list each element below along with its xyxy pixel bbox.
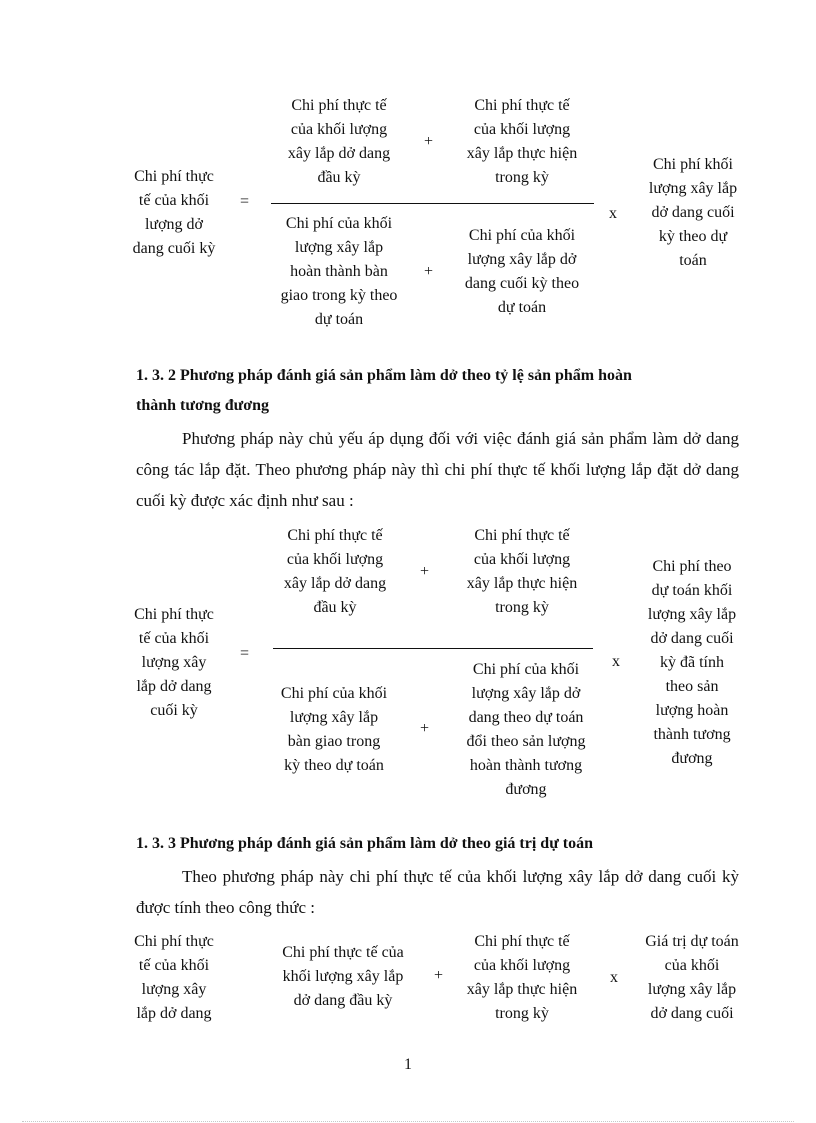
formula1-equals: = bbox=[240, 193, 250, 210]
formula1-lhs: Chi phí thực tế của khối lượng dở dang cuối kỳ bbox=[132, 168, 216, 257]
section-132-paragraph bbox=[136, 423, 739, 516]
formula2-rhs: Chi phí theo dự toán khối lượng xây lắp dở dang cuối kỳ đã tính theo sản lượng hoàn thành tương đương bbox=[647, 558, 737, 767]
section-132-heading bbox=[136, 361, 746, 421]
formula2-lhs: Chi phí thực tế của khối lượng xây lắp dở dang cuối kỳ bbox=[134, 606, 214, 719]
formula2-denominator-plus: + bbox=[420, 720, 430, 737]
formula2-numerator-b: Chi phí thực tế của khối lượng xây lắp thực hiện trong kỳ bbox=[466, 527, 578, 616]
formula3-lhs: Chi phí thực tế của khối lượng xây lắp dở dang bbox=[134, 933, 214, 1022]
section-133-text: Theo phương pháp này chi phí thực tế của khối lượng xây lắp dở dang cuối kỳ được tính theo công thức : bbox=[136, 867, 739, 917]
formula1-fraction-bar bbox=[271, 203, 594, 204]
section-133-heading: 1. 3. 3 Phương pháp đánh giá sản phẩm làm dở theo giá trị dự toán bbox=[136, 835, 594, 852]
formula1-rhs: Chi phí khối lượng xây lắp dở dang cuối kỳ theo dự toán bbox=[648, 156, 738, 269]
formula1-numerator-a: Chi phí thực tế của khối lượng xây lắp dở dang đầu kỳ bbox=[287, 97, 391, 186]
section-132-heading-line1: 1. 3. 2 Phương pháp đánh giá sản phẩm làm dở theo tỷ lệ sản phẩm hoàn bbox=[136, 367, 632, 384]
formula3-numerator-b: Chi phí thực tế của khối lượng xây lắp thực hiện trong kỳ bbox=[466, 933, 578, 1022]
formula2-denominator-b: Chi phí của khối lượng xây lắp dở dang theo dự toán đổi theo sản lượng hoàn thành tương đương bbox=[466, 661, 586, 798]
formula1-numerator-b: Chi phí thực tế của khối lượng xây lắp thực hiện trong kỳ bbox=[466, 97, 578, 186]
section-133-paragraph bbox=[136, 861, 739, 923]
formula2-numerator-a: Chi phí thực tế của khối lượng xây lắp dở dang đầu kỳ bbox=[283, 527, 387, 616]
formula1-times: x bbox=[609, 205, 617, 222]
formula2-equals: = bbox=[240, 645, 250, 662]
formula3-numerator-plus: + bbox=[434, 967, 444, 984]
formula2-fraction-bar bbox=[273, 648, 593, 649]
formula1-denominator-plus: + bbox=[424, 263, 434, 280]
formula2-denominator-a: Chi phí của khối lượng xây lắp bàn giao trong kỳ theo dự toán bbox=[280, 685, 388, 774]
formula1-denominator-b: Chi phí của khối lượng xây lắp dở dang cuối kỳ theo dự toán bbox=[464, 227, 580, 316]
page-bottom-rule bbox=[22, 1121, 794, 1122]
page-number: 1 bbox=[404, 1056, 412, 1073]
formula2-numerator-plus: + bbox=[420, 563, 430, 580]
formula3-rhs: Giá trị dự toán của khối lượng xây lắp dở dang cuối bbox=[645, 933, 739, 1022]
formula3-numerator-a: Chi phí thực tế của khối lượng xây lắp dở dang đầu kỳ bbox=[282, 944, 404, 1009]
formula1-numerator-plus: + bbox=[424, 133, 434, 150]
section-132-heading-line2: thành tương đương bbox=[136, 397, 269, 414]
formula2-times: x bbox=[612, 653, 620, 670]
section-132-text: Phương pháp này chủ yếu áp dụng đối với việc đánh giá sản phẩm làm dở dang công tác lắp đặt. Theo phương pháp này thì chi phí thực tế khối lượng lắp đặt dở dang cuối kỳ được xác định như sau : bbox=[136, 429, 739, 510]
formula1-denominator-a: Chi phí của khối lượng xây lắp hoàn thành bàn giao trong kỳ theo dự toán bbox=[280, 215, 398, 328]
formula3-times: x bbox=[610, 969, 618, 986]
